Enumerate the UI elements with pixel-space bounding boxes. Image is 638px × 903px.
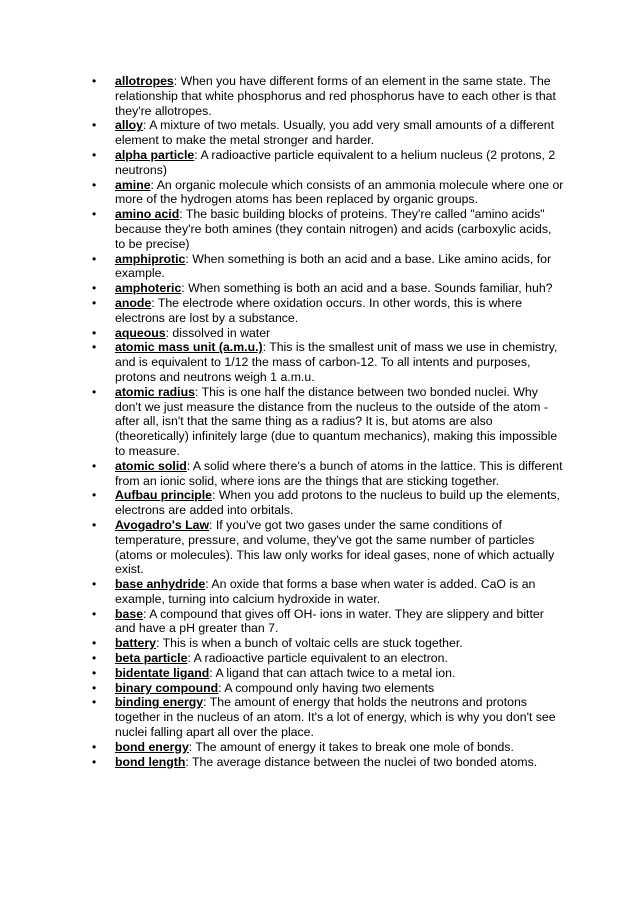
bullet-icon: • [92,207,97,222]
glossary-definition: When you have different forms of an element in the same state. The relationship that white phosphorus and red phosphorus have to each other is that they're allotropes. [115,74,556,118]
bullet-icon: • [92,340,97,355]
glossary-definition: An organic molecule which consists of an ammonia molecule where one or more of the hydrogen atoms has been replaced by organic groups. [115,177,564,207]
glossary-entry [92,118,565,148]
glossary-entry [92,739,565,755]
glossary-definition: A radioactive particle equivalent to an electron. [190,651,448,666]
glossary-term: base [115,606,144,621]
term-separator: : [173,74,178,88]
glossary-entry [92,340,565,384]
bullet-icon: • [92,458,97,473]
glossary-entry [92,488,565,518]
term-separator: : [186,458,191,473]
term-separator: : [262,340,267,355]
glossary-term: atomic solid [115,458,187,473]
bullet-icon: • [92,517,97,532]
bullet-icon: • [92,739,97,754]
glossary-term: anode [115,295,152,310]
glossary-term: Aufbau principle [115,488,213,503]
glossary-definition: A compound only having two elements [221,680,435,695]
bullet-icon: • [92,488,97,503]
term-separator: : [209,665,213,680]
glossary-entry [92,325,565,341]
bullet-icon: • [92,177,97,192]
term-separator: : [218,680,222,695]
glossary-definition: The average distance between the nuclei of two bonded atoms. [188,754,538,769]
glossary-entry [92,177,565,208]
bullet-icon: • [92,577,97,592]
glossary-entry [92,517,565,577]
glossary-entry [92,251,565,282]
term-separator: : [194,147,198,162]
glossary-entry [92,577,565,607]
term-separator: : [143,606,147,621]
bullet-icon: • [92,118,97,133]
glossary-entry [92,651,565,666]
glossary-definition: This is when a bunch of voltaic cells are stuck together. [159,636,463,651]
glossary-term: alloy [115,118,144,133]
glossary-term: Avogadro's Law [115,517,210,532]
glossary-entry [92,754,565,770]
glossary-entry [92,281,565,296]
term-separator: : [185,251,189,266]
glossary-entry [92,384,565,459]
term-separator: : [151,295,155,310]
glossary-entry [92,680,565,696]
glossary-definition: The basic building blocks of proteins. They're called "amino acids" because they're both amines (they contain nitrogen) and acids (carboxylic acids, to be precise) [115,207,552,251]
glossary-entry [92,665,565,681]
glossary-term: bond length [115,754,186,769]
glossary-term: bond energy [115,739,189,754]
bullet-icon: • [92,606,97,621]
glossary-entry [92,74,565,118]
glossary-definition: dissolved in water [169,325,271,340]
glossary-term: battery [115,636,157,651]
glossary-definition: A mixture of two metals. Usually, you add very small amounts of a different element to make the metal stronger and harder. [115,118,555,148]
glossary-entry [92,636,565,651]
glossary-term: bidentate ligand [115,665,210,680]
term-separator: : [185,754,189,769]
glossary-definition: If you've got two gases under the same conditions of temperature, pressure, and volume, they've got the same number of particles (atoms or molecules). This law only works for ideal gases, none of which actually exist. [115,517,555,577]
glossary-term: beta particle [115,651,188,666]
glossary-term: amine [115,177,151,192]
bullet-icon: • [92,295,97,310]
glossary-entry [92,147,565,178]
glossary-definition: A solid where there's a bunch of atoms in the lattice. This is different from an ionic solid, where ions are the things that are sticking together. [115,458,563,488]
bullet-icon: • [92,147,97,162]
glossary-term: binary compound [115,680,219,695]
term-separator: : [209,517,213,532]
bullet-icon: • [92,754,97,769]
glossary-definition: An oxide that forms a base when water is added. CaO is an example, turning into calcium hydroxide in water. [115,577,536,606]
glossary-term: aqueous [115,325,166,340]
glossary-definition: When something is both an acid and a base. Sounds familiar, huh? [184,281,553,296]
glossary-entry [92,207,565,251]
glossary-definition: A compound that gives off OH- ions in water. They are slippery and bitter and have a pH greater than 7. [115,606,544,636]
glossary-term: amino acid [115,207,180,222]
bullet-icon: • [92,384,97,399]
glossary-definition: When something is both an acid and a base. Like amino acids, for example. [115,251,552,281]
glossary-term: atomic mass unit (a.m.u.) [115,340,263,355]
glossary-definition: This is the smallest unit of mass we use in chemistry, and is equivalent to 1/12 the mass of carbon-12. To all intents and purposes, protons and neutrons weigh 1 a.m.u. [115,340,558,384]
term-separator: : [179,207,183,222]
glossary-definition: The amount of energy it takes to break one mole of bonds. [192,739,514,754]
term-separator: : [143,118,147,133]
glossary-definition: This is one half the distance between two bonded nuclei. Why don't we just measure the distance from the nucleus to the outside of the atom - after all, isn't that the same thing as a radius? It is, but atoms are also (theoretically) infinitely large (due to quantum mechanics), making this impossible to measure. [115,384,558,458]
glossary-definition: When you add protons to the nucleus to build up the elements, electrons are added into orbitals. [115,488,560,518]
glossary-term: allotropes [115,74,174,88]
bullet-icon: • [92,665,97,680]
bullet-icon: • [92,281,97,296]
term-separator: : [150,177,154,192]
bullet-icon: • [92,325,97,340]
glossary-entry [92,695,565,740]
term-separator: : [188,739,193,754]
glossary-entry [92,606,565,637]
glossary-definition: The amount of energy that holds the neutrons and protons together in the nucleus of an atom. It's a lot of energy, which is why you don't see nuclei falling apart all over the place. [115,695,556,740]
glossary-list [0,74,565,769]
term-separator: : [205,577,209,592]
term-separator: : [165,325,169,340]
glossary-term: amphiprotic [115,251,186,266]
term-separator: : [203,695,207,710]
glossary-definition: A radioactive particle equivalent to a helium nucleus (2 protons, 2 neutrons) [115,147,556,177]
term-separator: : [187,651,191,666]
glossary-entry [92,295,565,326]
glossary-term: atomic radius [115,384,195,399]
glossary-definition: A ligand that can attach twice to a metal ion. [212,665,456,680]
term-separator: : [212,488,216,503]
bullet-icon: • [92,651,97,666]
glossary-term: amphoteric [115,281,182,296]
bullet-icon: • [92,636,97,651]
term-separator: : [156,636,160,651]
glossary-definition: The electrode where oxidation occurs. In other words, this is where electrons are lost by a substance. [115,295,523,325]
glossary-term: binding energy [115,695,204,710]
glossary-term: alpha particle [115,147,195,162]
term-separator: : [194,384,199,399]
bullet-icon: • [92,74,97,88]
glossary-term: base anhydride [115,577,206,592]
bullet-icon: • [92,680,97,695]
bullet-icon: • [92,251,97,266]
bullet-icon: • [92,695,97,710]
term-separator: : [181,281,185,296]
glossary-entry [92,458,565,489]
